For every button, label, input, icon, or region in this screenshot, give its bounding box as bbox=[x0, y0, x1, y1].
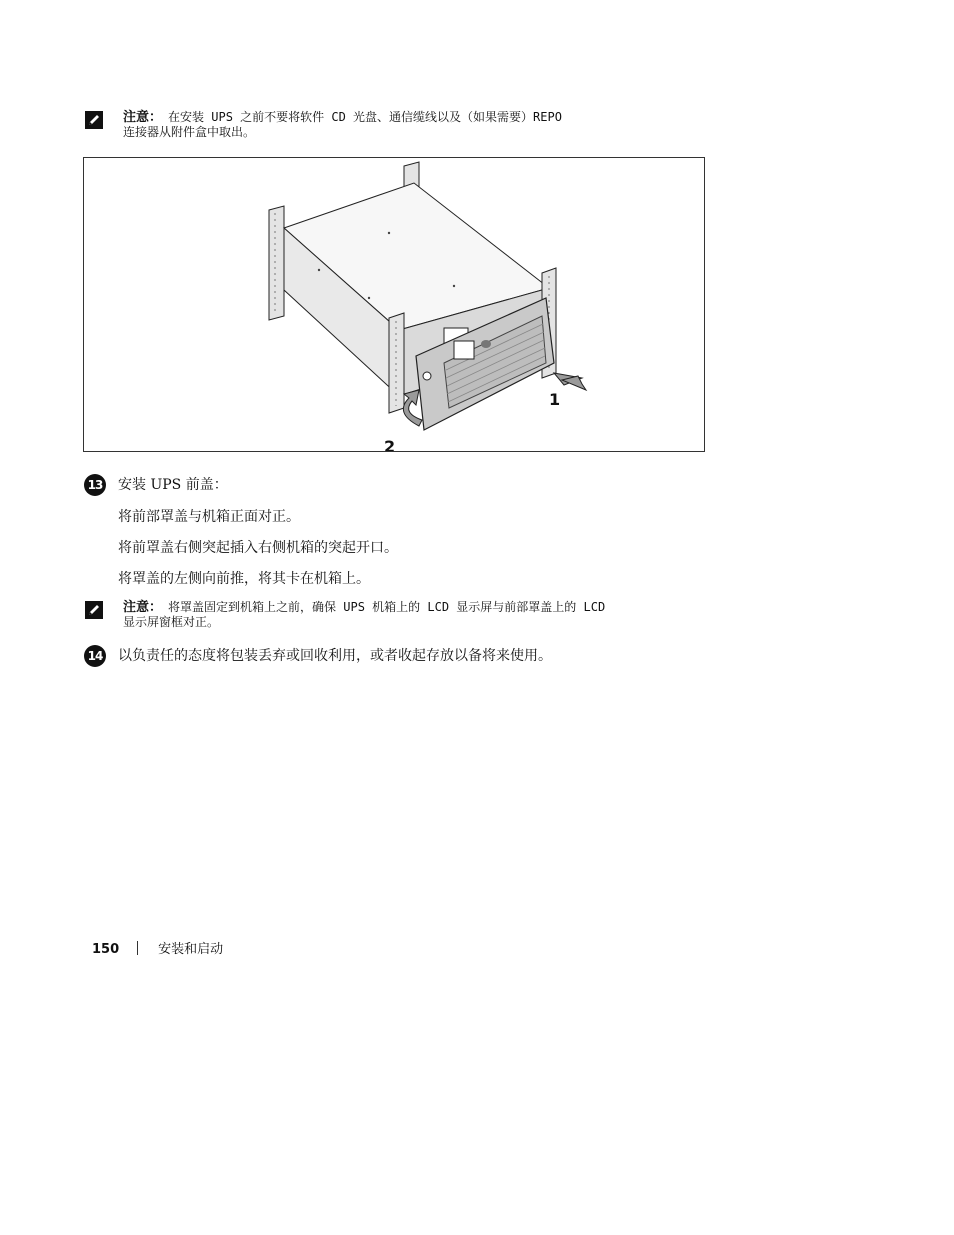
note-2 bbox=[84, 600, 684, 630]
step-number-badge: 13 bbox=[84, 474, 106, 496]
step-number-badge: 14 bbox=[84, 645, 106, 667]
pencil-note-icon bbox=[84, 110, 104, 130]
note-text-line: 在安装 UPS 之前不要将软件 CD 光盘、通信缆线以及（如果需要）REPO bbox=[168, 110, 562, 124]
callout-1: 1 bbox=[549, 390, 561, 409]
note-label: 注意： bbox=[123, 110, 163, 125]
step-13-subparagraph: 将前罩盖右侧突起插入右侧机箱的突起开口。 bbox=[118, 540, 398, 556]
section-title: 安装和启动 bbox=[158, 942, 224, 957]
note-text-line: 连接器从附件盒中取出。 bbox=[123, 125, 256, 139]
note-text-line: 显示屏窗框对正。 bbox=[123, 615, 220, 629]
note-1 bbox=[84, 110, 684, 140]
page-footer bbox=[92, 938, 223, 957]
step-text: 安装 UPS 前盖： bbox=[118, 477, 228, 493]
step-14 bbox=[84, 645, 552, 667]
note-text-line: 将罩盖固定到机箱上之前，确保 UPS 机箱上的 LCD 显示屏与前部罩盖上的 LCD bbox=[168, 600, 606, 614]
callout-2: 2 bbox=[384, 437, 396, 451]
step-text: 以负责任的态度将包装丢弃或回收利用，或者收起存放以备将来使用。 bbox=[118, 648, 552, 664]
step-13 bbox=[84, 474, 228, 496]
note-label: 注意： bbox=[123, 600, 163, 615]
step-13-subparagraph: 将罩盖的左侧向前推，将其卡在机箱上。 bbox=[118, 571, 370, 587]
footer-separator bbox=[137, 941, 138, 955]
ups-front-cover-illustration bbox=[83, 157, 705, 452]
step-13-subparagraph: 将前部罩盖与机箱正面对正。 bbox=[118, 509, 300, 525]
pencil-note-icon bbox=[84, 600, 104, 620]
page-number: 150 bbox=[92, 942, 120, 957]
